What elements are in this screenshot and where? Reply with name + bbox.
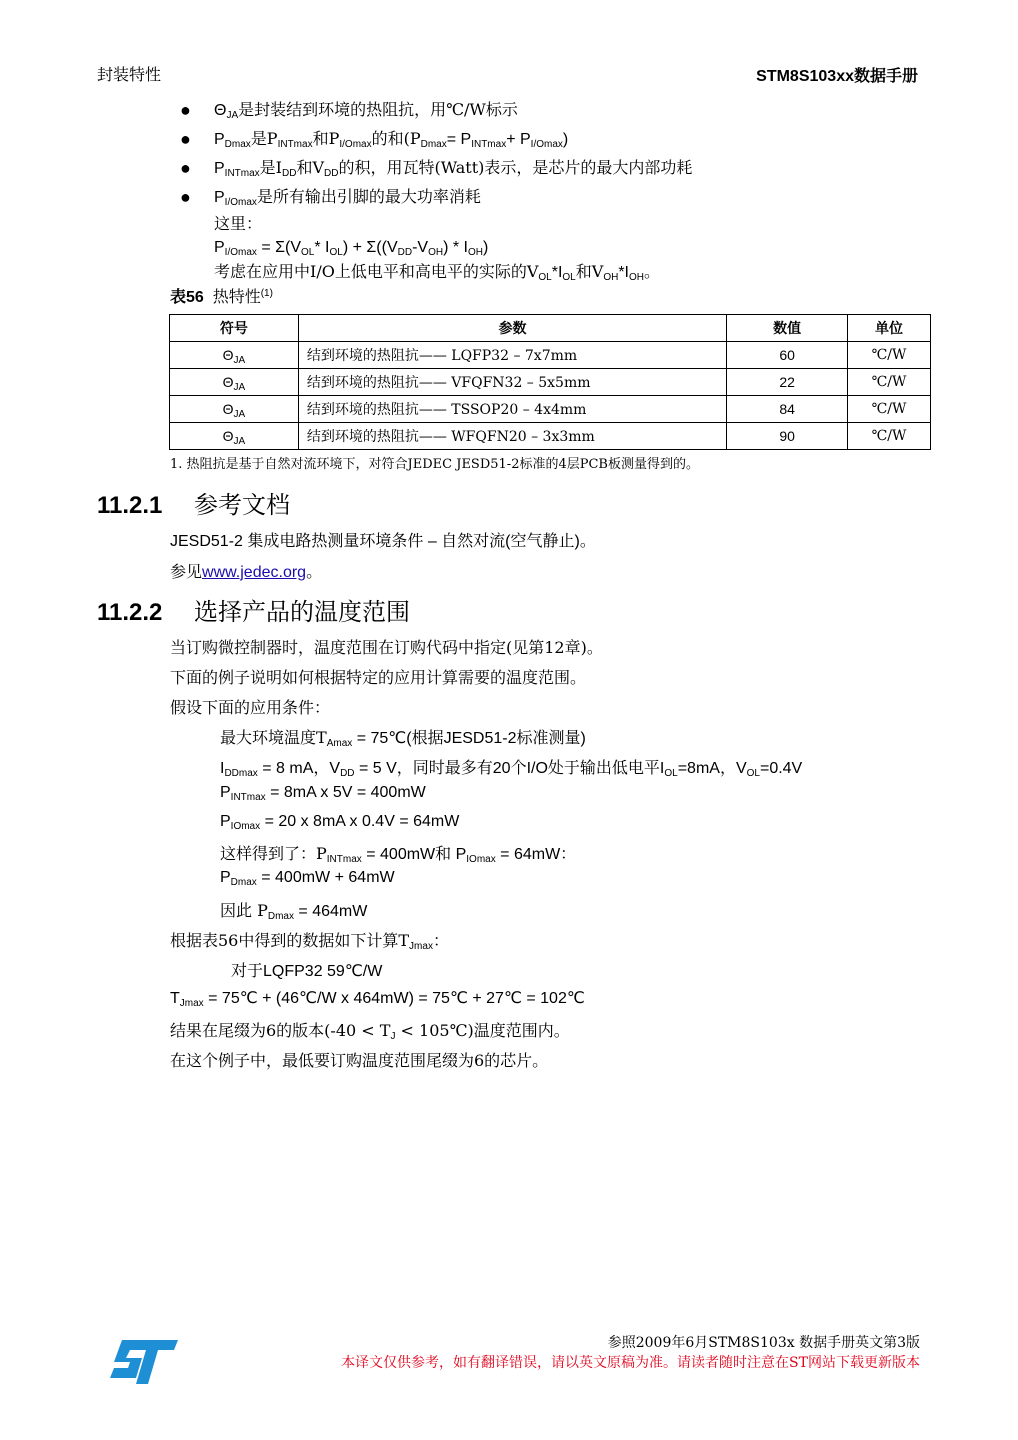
subscript: OL (562, 272, 576, 283)
col-header-parameter: 参数 (298, 315, 726, 342)
bullet-pintmax (180, 154, 940, 183)
paragraph: 在这个例子中，最低要订购温度范围尾缀为6的芯片。 (170, 1051, 549, 1070)
paragraph (170, 1018, 570, 1041)
text-part: 和P (312, 129, 340, 148)
text-part: P (220, 813, 231, 830)
text-part: = 464mW (293, 903, 368, 920)
subscript: OL (746, 768, 760, 779)
text-part: P (220, 869, 231, 886)
text-part: 参见 (170, 562, 203, 581)
text-part: =8mA，V (677, 760, 747, 777)
paragraph (170, 928, 449, 951)
subscript: Jmax (409, 941, 433, 952)
subscript: OL (329, 247, 343, 258)
section-heading-reference (97, 485, 290, 520)
text-part: P (214, 131, 225, 148)
bullet-dot-icon: ● (180, 129, 191, 149)
subscript: JA (226, 110, 239, 121)
bullet-text: 是封装结到环境的热阻抗，用℃/W标示 (238, 100, 518, 119)
cell-symbol (170, 369, 299, 396)
cell-unit: ℃/W (848, 396, 931, 423)
text-part: 这样得到了：P (220, 844, 327, 863)
section-heading-temperature (97, 592, 410, 627)
text-part: P (220, 784, 231, 801)
table-footnote: 1. 热阻抗是基于自然对流环境下，对符合JEDEC JESD51-2标准的4层PCB板测量得到的。 (170, 457, 699, 472)
subscript: IOmax (466, 854, 496, 865)
condition-line (220, 784, 426, 802)
theta-symbol: Θ (214, 102, 227, 119)
theta-symbol: Θ (222, 401, 234, 417)
text-part: I (220, 760, 225, 777)
table-row (170, 342, 931, 369)
condition-line (220, 841, 576, 864)
cell-symbol (170, 423, 299, 450)
subscript: JA (233, 382, 246, 393)
text-part: = 8mA x 5V = 400mW (265, 784, 426, 801)
section-number: 11.2.1 (97, 492, 163, 519)
paragraph: 当订购微控制器时，温度范围在订购代码中指定(见第12章)。 (170, 638, 603, 657)
text-part: 的和(P (371, 129, 421, 148)
text-part: = 5 V，同时最多有20个I/O处于输出低电平I (354, 760, 665, 777)
footer-disclaimer: 本译文仅供参考，如有翻译错误，请以英文原稿为准。请读者随时注意在ST网站下载更新版本 (341, 1355, 920, 1371)
subscript: Dmax (230, 877, 257, 888)
text-part: 因此 P (220, 901, 268, 920)
subscript: IOmax (230, 821, 261, 832)
header-doc-title: STM8S103xx数据手册 (756, 68, 918, 85)
bullet-pdmax (180, 125, 940, 154)
section-title: 参考文档 (194, 491, 290, 519)
text-part: = 400mW和 P (361, 846, 467, 863)
section-title: 选择产品的温度范围 (194, 598, 410, 626)
col-header-value: 数值 (727, 315, 848, 342)
text-part: P (214, 239, 225, 256)
text-part: = 75℃(根据JESD51-2标准测量) (352, 730, 586, 747)
subscript: OL (538, 272, 552, 283)
text-part: *I (551, 264, 563, 281)
text-part: 。 (643, 262, 660, 281)
bullet-dot-icon: ● (180, 158, 191, 178)
text-part: 考虑在应用中I/O上低电平和高电平的实际的V (214, 262, 539, 281)
bullet-dot-icon: ● (180, 187, 191, 207)
subscript: OH (467, 247, 483, 258)
subscript: Dmax (224, 139, 251, 150)
subscript: OL (301, 247, 315, 258)
text-part: = 64mW： (495, 846, 577, 863)
cell-value: 90 (727, 423, 848, 450)
text-part: 和V (296, 158, 325, 177)
text-part: 。 (306, 562, 323, 581)
text-part: = 75℃ + (46℃/W x 464mW) = 75℃ + 27℃ = 102℃ (203, 990, 585, 1007)
subscript: INTmax (224, 168, 260, 179)
condition-line (220, 869, 395, 887)
cell-unit: ℃/W (848, 342, 931, 369)
subscript: I/Omax (224, 197, 257, 208)
table-row (170, 369, 931, 396)
cell-parameter: 结到环境的热阻抗—— LQFP32 – 7x7mm (298, 342, 726, 369)
footnote-ref: (1) (260, 288, 273, 299)
subscript: I/Omax (339, 139, 372, 150)
subscript: INTmax (230, 792, 266, 803)
table-row (170, 396, 931, 423)
condition-line (220, 813, 459, 831)
condition-line (220, 725, 586, 748)
cell-parameter: 结到环境的热阻抗—— VFQFN32 – 5x5mm (298, 369, 726, 396)
subscript: INTmax (277, 139, 313, 150)
text-part: < 105℃)温度范围内。 (395, 1021, 570, 1040)
cell-unit: ℃/W (848, 423, 931, 450)
text-part: ) (562, 131, 569, 148)
text-part: 是I (259, 158, 282, 177)
col-header-symbol: 符号 (170, 315, 299, 342)
text-part: ： (432, 933, 449, 950)
text-part: *I (618, 264, 629, 281)
theta-symbol: Θ (222, 347, 234, 363)
theta-symbol: Θ (222, 374, 234, 390)
thermal-table (169, 314, 931, 450)
subscript: OH (628, 272, 644, 283)
bullet-theta-ja (180, 96, 940, 125)
subscript: Dmax (267, 911, 294, 922)
subscript: I/Omax (530, 139, 563, 150)
text-part: ) * I (443, 239, 468, 256)
cell-unit: ℃/W (848, 369, 931, 396)
subscript: Jmax (179, 998, 204, 1009)
text-part: 结果在尾缀为6的版本(-40 < T (170, 1021, 391, 1040)
text-part: -V (412, 239, 429, 256)
paragraph: 下面的例子说明如何根据特定的应用计算需要的温度范围。 (170, 668, 587, 687)
subscript: JA (233, 436, 246, 447)
subscript: DD (282, 168, 297, 179)
cell-value: 22 (727, 369, 848, 396)
text-part: * I (314, 239, 330, 256)
subscript: INTmax (326, 854, 362, 865)
table-caption (170, 284, 273, 307)
theta-symbol: Θ (222, 428, 234, 444)
text-part: = 400mW + 64mW (256, 869, 395, 886)
table-number: 表56 (170, 289, 204, 306)
paragraph: 假设下面的应用条件： (170, 698, 331, 717)
table-title: 热特性 (212, 287, 261, 306)
reference-paragraph: JESD51-2 集成电路热测量环境条件 – 自然对流(空气静止)。 (170, 533, 596, 550)
cell-symbol (170, 396, 299, 423)
condition-line (220, 755, 802, 778)
st-logo-icon (108, 1338, 180, 1386)
text-part: P (214, 160, 225, 177)
tj-formula (170, 988, 585, 1008)
here-label: 这里： (214, 214, 263, 233)
bullet-dot-icon: ● (180, 100, 191, 120)
see-also-paragraph (170, 559, 322, 582)
col-header-unit: 单位 (848, 315, 931, 342)
text-part: P (214, 189, 225, 206)
subscript: JA (233, 409, 246, 420)
subscript: DD (397, 247, 413, 258)
cell-parameter: 结到环境的热阻抗—— TSSOP20 – 4x4mm (298, 396, 726, 423)
text-part: 的积，用瓦特(Watt)表示，是芯片的最大内部功耗 (338, 158, 693, 177)
text-part: T (170, 990, 180, 1007)
subscript: J (390, 1031, 396, 1042)
text-part: =0.4V (759, 760, 803, 777)
cell-value: 84 (727, 396, 848, 423)
text-part: = Σ(V (256, 239, 302, 256)
text-part: + P (506, 131, 531, 148)
table-header-row (170, 315, 931, 342)
section-number: 11.2.2 (97, 599, 163, 626)
subscript: OL (664, 768, 678, 779)
text-part: 最大环境温度T (220, 728, 327, 747)
table-row (170, 423, 931, 450)
subscript: DD (340, 768, 355, 779)
text-part: ) + Σ((V (342, 239, 398, 256)
text-part: 是P (250, 129, 278, 148)
subscript: I/Omax (224, 247, 257, 258)
condition-line (220, 898, 367, 921)
header-section-title: 封装特性 (97, 65, 162, 84)
bullet-piomax (180, 183, 940, 285)
subscript: DDmax (224, 768, 258, 779)
text-part: = 8 mA，V (257, 760, 341, 777)
text-part: 和V (575, 262, 604, 281)
bullet-list (180, 96, 940, 285)
cell-value: 60 (727, 342, 848, 369)
subscript: OH (428, 247, 444, 258)
cell-parameter: 结到环境的热阻抗—— WFQFN20 – 3x3mm (298, 423, 726, 450)
subscript: OH (603, 272, 619, 283)
piomax-formula (214, 236, 940, 260)
jedec-link[interactable]: www.jedec.org (202, 564, 307, 581)
subscript: DD (324, 168, 339, 179)
paragraph: 对于LQFP32 59℃/W (231, 963, 383, 980)
subscript: Dmax (420, 139, 447, 150)
text-part: = P (446, 131, 472, 148)
subscript: INTmax (471, 139, 507, 150)
text-part: 根据表56中得到的数据如下计算T (170, 931, 410, 950)
text-part: ) (482, 239, 489, 256)
consider-line (214, 260, 940, 285)
cell-symbol (170, 342, 299, 369)
footer-reference: 参照2009年6月STM8S103x 数据手册英文第3版 (607, 1335, 920, 1351)
text-part: = 20 x 8mA x 0.4V = 64mW (260, 813, 460, 830)
text-part: 是所有输出引脚的最大功率消耗 (256, 187, 481, 206)
subscript: Amax (326, 738, 353, 749)
subscript: JA (233, 355, 246, 366)
